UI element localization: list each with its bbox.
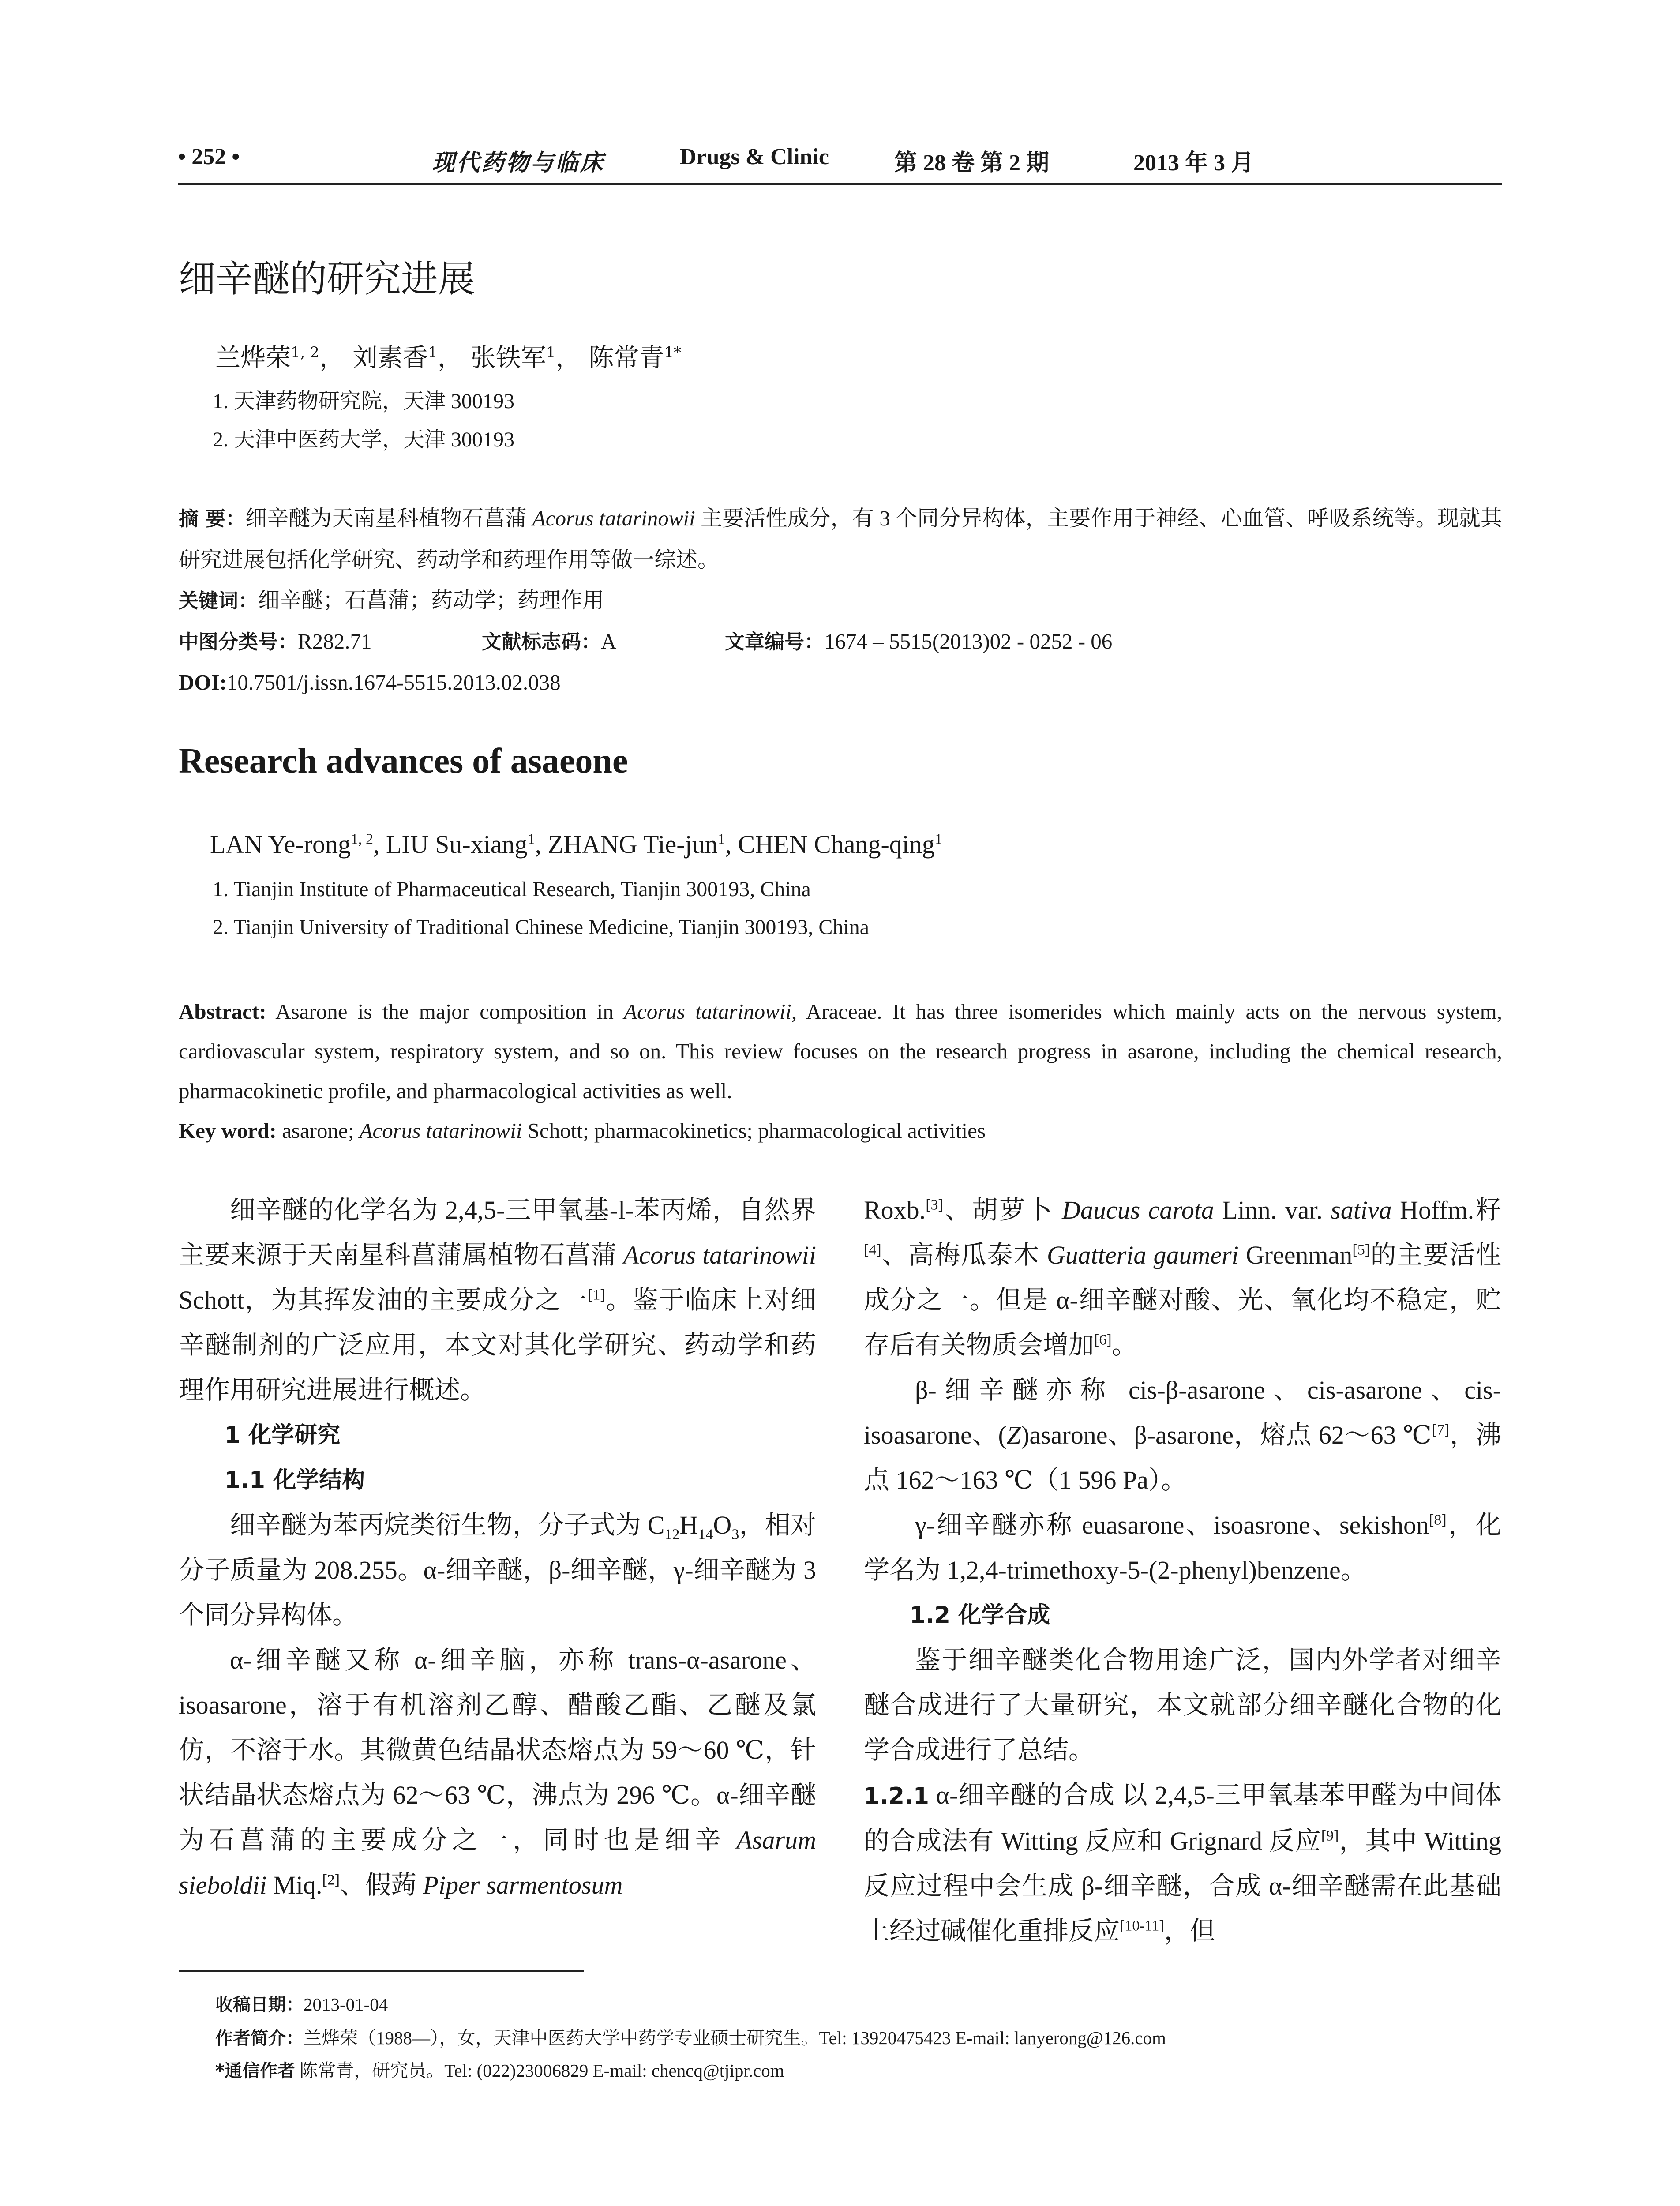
footnote-label: *通信作者 (215, 2061, 295, 2081)
paragraph-text: 细辛醚为苯丙烷类衍生物，分子式为 C (230, 1511, 665, 1539)
paragraph-text: 。 (1111, 1331, 1137, 1359)
author-affiliation-mark: 1, 2 (291, 344, 319, 361)
citation-ref: [6] (1094, 1332, 1112, 1348)
body-paragraph (179, 1638, 816, 1908)
author-name: 刘素香 (352, 343, 428, 372)
keywords-label: 关键词： (179, 589, 259, 612)
paragraph-text: 、胡萝卜 (943, 1196, 1062, 1224)
paragraph-text: 的主要活性成分之一。但是 α-细辛醚对酸、光、氧化均不稳定，贮存后有关物质会增加 (864, 1241, 1501, 1359)
paragraph-text: 。鉴于临床上对细辛醚制剂的广泛应用，本文对其化学研究、药动学和药理作用研究进展进行概述。 (179, 1286, 816, 1404)
paragraph-text: Miq. (266, 1871, 322, 1899)
paragraph-text: Schott，为其挥发油的主要成分之一 (179, 1286, 588, 1314)
paragraph-text: γ-细辛醚亦称 euasarone、isoasrone、sekishon (915, 1511, 1429, 1539)
author-affiliation-mark: 1* (664, 344, 682, 361)
stereo-descriptor: Z (1006, 1421, 1021, 1449)
paragraph-text: α-细辛醚又称 α-细辛脑，亦称 trans-α-asarone、isoasarone，溶于有机溶剂乙醇、醋酸乙酯、乙醚及氯仿，不溶于水。其微黄色结晶状态熔点为 59～60 ℃，针状结晶状态熔点为 62～63 ℃，沸点为 296 ℃。α-细辛醚为石菖蒲的主要成分之一，同时也是细辛 (179, 1646, 816, 1854)
body-paragraph (864, 1188, 1501, 1368)
document-code-value: A (601, 629, 617, 653)
section-heading: 1 化学研究 (225, 1422, 341, 1448)
doi-label: DOI: (179, 670, 227, 694)
keywords-text: Schott; pharmacokinetics; pharmacological activities (522, 1118, 986, 1143)
subsection-heading: 1.1 化学结构 (225, 1467, 365, 1493)
citation-ref: [7] (1432, 1422, 1450, 1438)
clc-value: R282.71 (298, 629, 372, 653)
paragraph-text: Greenman (1238, 1241, 1353, 1269)
article-number-value: 1674 – 5515(2013)02 - 0252 - 06 (824, 629, 1113, 653)
author-affiliation-mark: 1 (934, 831, 942, 848)
paragraph-text: ，其中 Witting 反应过程中会生成 β-细辛醚，合成 α-细辛醚需在此基础上经过碱催化重排反应 (864, 1827, 1501, 1945)
citation-ref: [3] (926, 1197, 943, 1213)
species-name: Acorus tatarinowii (623, 1241, 816, 1269)
body-column-right (864, 1188, 1501, 1954)
author-name: LAN Ye-rong (210, 830, 351, 859)
paragraph-text: Hoffm.籽 (1391, 1196, 1501, 1224)
subsubsection-number: 1.2.1 (864, 1783, 930, 1809)
paragraph-text: H (679, 1511, 698, 1539)
paragraph-text: 、高梅瓜泰木 (881, 1241, 1047, 1269)
paragraph-text: Roxb. (864, 1196, 926, 1224)
author-name: 兰烨荣 (215, 343, 291, 372)
author-affiliation-mark: 1 (546, 344, 556, 361)
abstract-text: 细辛醚为天南星科植物石菖蒲 (245, 506, 532, 530)
paragraph-text: 细辛醚的化学名为 2,4,5-三甲氧基-l-苯丙烯，自然界主要来源于天南星科菖蒲属植物石菖蒲 (179, 1196, 816, 1269)
abstract-label: 摘 要： (179, 507, 246, 530)
abstract-text: Asarone is the major composition in (266, 999, 624, 1024)
abstract-text: , Araceae. It has three isomerides which mainly acts on the nervous system, cardiovascular system, respiratory system, and so on. This review focuses on the research progress in asarone, including the chemical research, pharmacokinetic profile, and pharmacological activities as well. (179, 999, 1503, 1103)
author-separator: , (373, 830, 386, 859)
footnote-value: 陈常青，研究员。Tel: (022)23006829 E-mail: chencq@tjipr.com (295, 2060, 784, 2081)
body-column-left (179, 1188, 816, 1908)
citation-ref: [9] (1321, 1827, 1339, 1844)
author-affiliation-mark: 1 (717, 831, 725, 848)
body-paragraph (864, 1368, 1501, 1503)
citation-ref: [5] (1352, 1242, 1370, 1258)
footnote-corresponding (215, 2056, 784, 2082)
author-affiliation-mark: 1, 2 (351, 831, 373, 848)
clc-number (179, 621, 371, 662)
author-affiliation-mark: 1 (527, 831, 535, 848)
paragraph-text: O (713, 1511, 732, 1539)
footnote-label: 收稿日期： (215, 1995, 304, 2015)
paragraph-text: Linn. var. (1214, 1196, 1331, 1224)
author-separator: ， (437, 343, 463, 372)
subscript: 3 (731, 1526, 739, 1543)
species-name: Acorus tatarinowii (359, 1118, 522, 1143)
paragraph-text: β-细辛醚亦称 cis-β-asarone、cis-asarone、cis-isoasarone、( (864, 1376, 1501, 1449)
subscript: 12 (664, 1526, 680, 1543)
body-paragraph (864, 1503, 1501, 1593)
species-name: Guatteria gaumeri (1046, 1241, 1239, 1269)
abstract-en (179, 992, 1502, 1111)
abstract-label: Abstract: (179, 999, 266, 1024)
keywords-label: Key word: (179, 1118, 277, 1143)
citation-ref: [10-11] (1120, 1917, 1164, 1934)
footnote-divider (179, 1970, 584, 1972)
author-separator: , (535, 830, 548, 859)
paragraph-text: )asarone、β-asarone，熔点 62～63 ℃ (1021, 1421, 1432, 1449)
doi-line (179, 662, 561, 703)
paragraph-text: ，但 (1164, 1917, 1215, 1945)
affiliation-en: 2. Tianjin University of Traditional Chinese Medicine, Tianjin 300193, China (213, 915, 870, 939)
author-separator: ， (319, 343, 345, 372)
footnote-value: 兰烨荣（1988—），女，天津中医药大学中药学专业硕士研究生。Tel: 13920475423 E-mail: lanyerong@126.com (304, 2028, 1166, 2048)
species-name: Piper sarmentosum (423, 1871, 623, 1899)
paragraph-text: α-细辛醚的合成 以 2,4,5-三甲氧基苯甲醛为中间体的合成法有 Witting 反应和 Grignard 反应 (864, 1781, 1501, 1855)
species-name: Asarum sieboldii (179, 1826, 816, 1899)
affiliation-cn: 1. 天津药物研究院，天津 300193 (213, 390, 515, 413)
author-separator: ， (555, 343, 581, 372)
body-paragraph (179, 1503, 816, 1638)
journal-name-cn: 现代药物与临床 (432, 149, 605, 176)
keywords-text: 细辛醚；石菖蒲；药动学；药理作用 (258, 588, 604, 612)
citation-ref: [8] (1429, 1512, 1447, 1528)
citation-ref: [2] (322, 1872, 340, 1888)
author-name: 张铁军 (470, 343, 546, 372)
species-name: Acorus tatarinowii (624, 999, 792, 1024)
subscript: 14 (698, 1526, 713, 1543)
species-name: Acorus tatarinowii (532, 506, 695, 530)
authors-en (210, 829, 942, 859)
keywords-text: asarone; (276, 1118, 360, 1143)
body-paragraph (179, 1188, 816, 1413)
volume-issue: 第 28 卷 第 2 期 (894, 150, 1050, 176)
species-name: sativa (1331, 1196, 1392, 1224)
author-name: ZHANG Tie-jun (548, 830, 718, 859)
authors-cn (215, 338, 681, 374)
abstract-text: 主要活性成分，有 3 个同分异构体，主要作用于神经、心血管、呼吸系统等。现就其研究进展包括化学研究、药动学和药理作用等做一综述。 (179, 506, 1502, 572)
abstract-cn (179, 498, 1502, 580)
journal-name-en: Drugs & Clinic (680, 144, 829, 169)
paragraph-text: ，相对分子质量为 208.255。α-细辛醚，β-细辛醚，γ-细辛醚为 3 个同分异构体。 (179, 1511, 816, 1629)
affiliation-cn: 2. 天津中医药大学，天津 300193 (213, 428, 515, 451)
footnote-author-bio (215, 2023, 1166, 2049)
document-code (482, 621, 616, 662)
species-name: Daucus carota (1062, 1196, 1214, 1224)
footnote-value: 2013-01-04 (304, 1994, 388, 2015)
footnote-label: 作者简介： (215, 2028, 304, 2048)
doi-value: 10.7501/j.issn.1674-5515.2013.02.038 (226, 670, 561, 694)
citation-ref: [4] (864, 1242, 881, 1258)
citation-ref: [1] (588, 1287, 605, 1303)
body-paragraph: 鉴于细辛醚类化合物用途广泛，国内外学者对细辛醚合成进行了大量研究，本文就部分细辛醚化合物的化学合成进行了总结。 (864, 1646, 1501, 1764)
author-name: LIU Su-xiang (386, 830, 528, 859)
author-name: CHEN Chang-qing (738, 830, 935, 859)
running-header (178, 137, 1502, 185)
article-number (725, 621, 1112, 662)
author-name: 陈常青 (589, 343, 664, 372)
page-title-en: Research advances of asaeone (179, 742, 628, 780)
issue-date: 2013 年 3 月 (1133, 150, 1254, 176)
paragraph-text: ，化学名为 1,2,4-trimethoxy-5-(2-phenyl)benzene。 (864, 1511, 1501, 1584)
article-number-label: 文章编号： (725, 630, 825, 653)
body-paragraph (864, 1773, 1501, 1954)
page-title-cn: 细辛醚的研究进展 (179, 257, 476, 300)
keywords-cn (179, 580, 1502, 621)
affiliation-en: 1. Tianjin Institute of Pharmaceutical Research, Tianjin 300193, China (213, 878, 811, 901)
author-separator: , (725, 830, 738, 859)
author-affiliation-mark: 1 (428, 344, 438, 361)
page-number: • 252 • (178, 144, 240, 169)
footnote-received (215, 1991, 388, 2016)
subsection-heading: 1.2 化学合成 (910, 1602, 1050, 1628)
paragraph-text: ，沸点 162～163 ℃（1 596 Pa）。 (864, 1421, 1501, 1494)
paragraph-text: 、假蒟 (340, 1871, 423, 1899)
clc-label: 中图分类号： (179, 630, 298, 653)
document-code-label: 文献标志码： (482, 630, 601, 653)
keywords-en (179, 1111, 1502, 1151)
